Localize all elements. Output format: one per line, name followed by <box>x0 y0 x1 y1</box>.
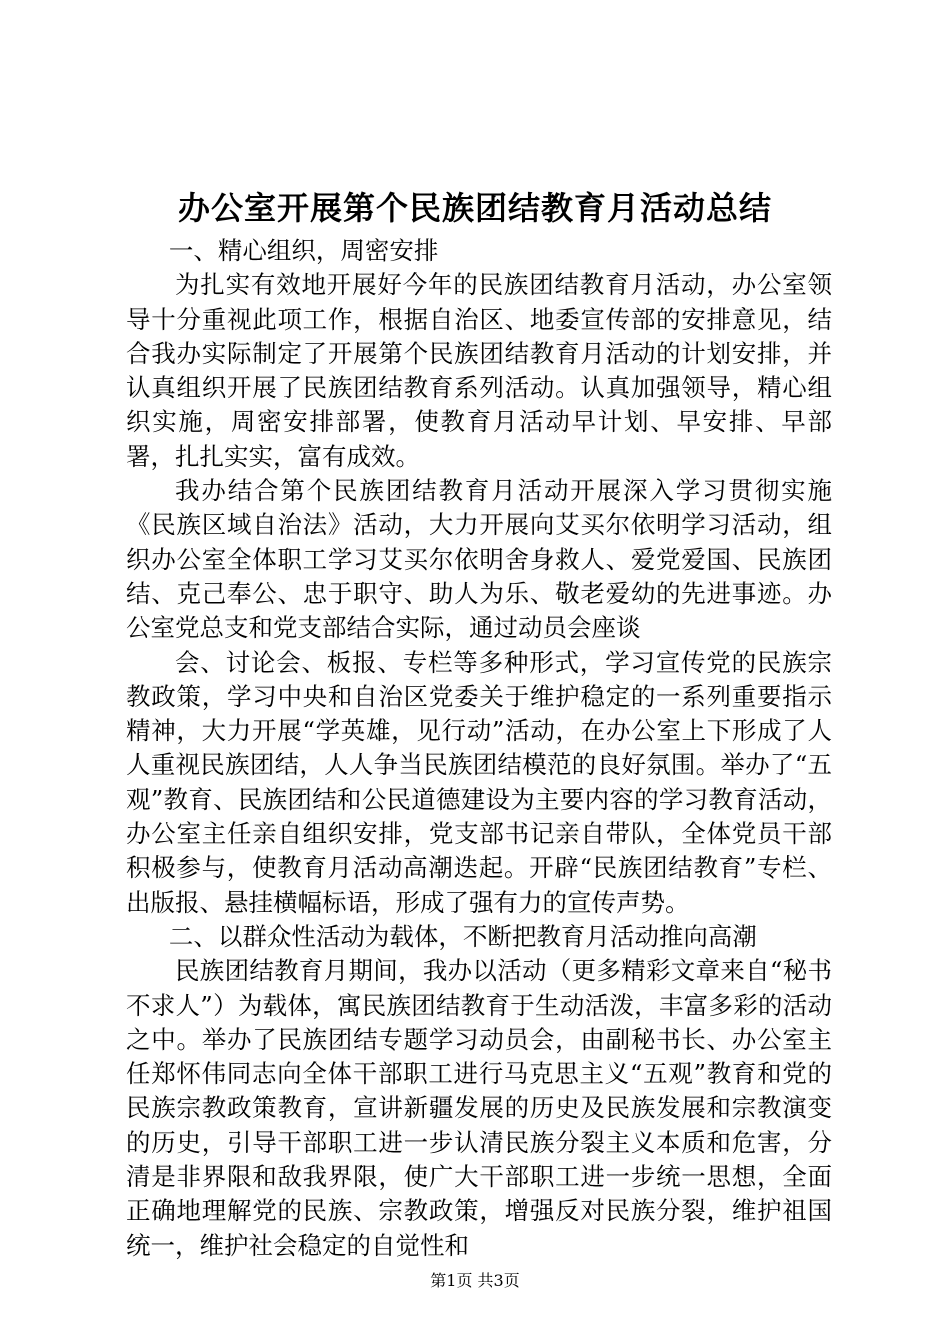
body-paragraph: 会、讨论会、板报、专栏等多种形式，学习宣传党的民族宗教政策，学习中央和自治区党委关于维护稳定的一系列重要指示精神，大力开展“学英雄，见行动”活动，在办公室上下形成了人人重视民族团结，人人争当民族团结模范的良好氛围。举办了“五观”教育、民族团结和公民道德建设为主要内容的学习教育活动，办公室主任亲自组织安排，党支部书记亲自带队，全体党员干部积极参与，使教育月活动高潮迭起。开辟“民族团结教育”专栏、出版报、悬挂横幅标语，形成了强有力的宣传声势。 <box>126 647 832 917</box>
body-paragraph: 为扎实有效地开展好今年的民族团结教育月活动，办公室领导十分重视此项工作，根据自治区、地委宣传部的安排意见，结合我办实际制定了开展第个民族团结教育月活动的计划安排，并认真组织开展了民族团结教育系列活动。认真加强领导，精心组织实施，周密安排部署，使教育月活动早计划、早安排、早部署，扎扎实实，富有成效。 <box>126 270 832 471</box>
document-body <box>126 234 832 1263</box>
page-number-footer: 第1页 共3页 <box>430 1271 520 1290</box>
section-heading-1: 一、精心组织，周密安排 <box>168 236 439 265</box>
section-heading-2: 二、以群众性活动为载体，不断把教育月活动推向高潮 <box>168 921 757 951</box>
document-title: 办公室开展第个民族团结教育月活动总结 <box>177 189 772 227</box>
body-paragraph: 我办结合第个民族团结教育月活动开展深入学习贯彻实施《民族区域自治法》活动，大力开展向艾买尔依明学习活动，组织办公室全体职工学习艾买尔依明舍身救人、爱党爱国、民族团结、克己奉公、忠于职守、助人为乐、敬老爱幼的先进事迹。办公室党总支和党支部结合实际，通过动员会座谈 <box>126 476 832 643</box>
body-paragraph: 民族团结教育月期间，我办以活动（更多精彩文章来自“秘书不求人”）为载体，寓民族团结教育于生动活泼，丰富多彩的活动之中。举办了民族团结专题学习动员会，由副秘书长、办公室主任郑怀伟同志向全体干部职工进行马克思主义“五观”教育和党的民族宗教政策教育，宣讲新疆发展的历史及民族发展和宗教演变的历史，引导干部职工进一步认清民族分裂主义本质和危害，分清是非界限和敌我界限，使广大干部职工进一步统一思想，全面正确地理解党的民族、宗教政策，增强反对民族分裂，维护祖国统一，维护社会稳定的自觉性和 <box>126 956 832 1260</box>
